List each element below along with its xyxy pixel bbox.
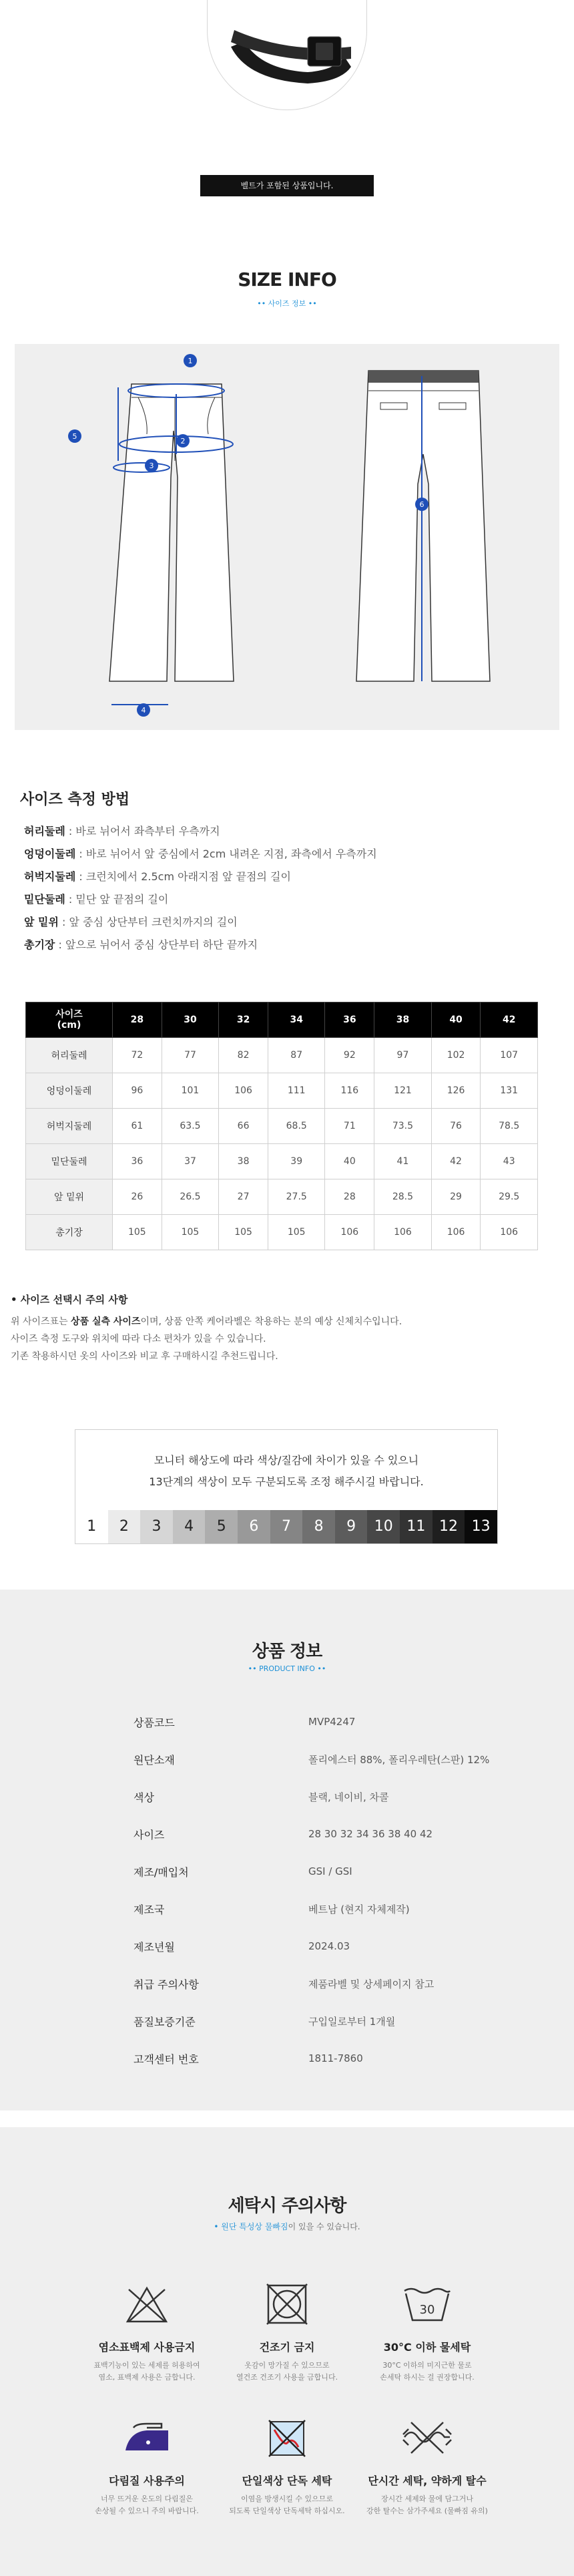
table-cell: 105 [113, 1215, 162, 1250]
notes-line: 사이즈 측정 도구와 위치에 따라 다소 편차가 있을 수 있습니다. [11, 1334, 266, 1344]
grayscale-steps [75, 1510, 497, 1543]
table-cell: 36 [113, 1144, 162, 1179]
size-notes [11, 1292, 558, 1365]
table-cell: 126 [431, 1073, 481, 1109]
monitor-line: 모니터 해상도에 따라 색상/질감에 차이가 있을 수 있으니 [154, 1454, 419, 1467]
wash-subtitle: • 원단 특성상 물빠짐이 있을 수 있습니다. [214, 2222, 360, 2231]
row-label: 밑단둘레 [26, 1144, 113, 1179]
table-cell: 28.5 [374, 1179, 432, 1215]
table-cell: 39 [268, 1144, 325, 1179]
grayscale-step: 4 [173, 1510, 206, 1543]
wash-title: 세탁시 주의사항 [228, 2196, 346, 2216]
notes-line: 위 사이즈표는 상품 실측 사이즈이며, 상품 안쪽 케어라벨은 착용하는 분의 예상 신체치수입니다. [11, 1316, 402, 1327]
table-cell: 63.5 [162, 1109, 219, 1144]
table-cell: 107 [481, 1038, 538, 1073]
info-row: 제조년월 2024.03 [133, 1940, 350, 1954]
table-cell: 106 [325, 1215, 374, 1250]
grayscale-step: 12 [433, 1510, 465, 1543]
info-row: 취급 주의사항 제품라벨 및 상세페이지 참고 [133, 1978, 435, 1991]
wash-item: 30 30°C 이하 물세탁 30°C 이하의 미지근한 물로 손세탁 하시는 걸 권장합니다. [347, 2277, 507, 2384]
table-cell: 29 [431, 1179, 481, 1215]
grayscale-step: 5 [205, 1510, 238, 1543]
size-header-cell: 38 [374, 1002, 432, 1038]
table-cell: 68.5 [268, 1109, 325, 1144]
size-info-title: SIZE INFO [238, 268, 336, 291]
size-diagram [15, 344, 559, 730]
size-header-cell: 34 [268, 1002, 325, 1038]
measure-item: 총기장 : 앞으로 뉘어서 중심 상단부터 하단 끝까지 [24, 938, 258, 951]
grayscale-step: 10 [367, 1510, 400, 1543]
no-tumble-dry-icon [207, 2277, 367, 2331]
row-label: 엉덩이둘레 [26, 1073, 113, 1109]
no-bleach-icon [67, 2277, 227, 2331]
table-cell: 76 [431, 1109, 481, 1144]
info-row: 원단소재 폴리에스터 88%, 폴리우레탄(스판) 12% [133, 1753, 490, 1767]
belt-image [207, 0, 367, 110]
grayscale-step: 2 [108, 1510, 141, 1543]
table-cell: 27 [219, 1179, 268, 1215]
table-cell: 131 [481, 1073, 538, 1109]
grayscale-step: 13 [465, 1510, 497, 1543]
table-cell: 106 [481, 1215, 538, 1250]
measure-item: 허벅지둘레 : 크런치에서 2.5cm 아래지점 앞 끝점의 길이 [24, 870, 291, 883]
table-cell: 38 [219, 1144, 268, 1179]
monitor-line: 13단계의 색상이 모두 구분되도록 조정 해주시길 바랍니다. [149, 1475, 424, 1488]
table-cell: 78.5 [481, 1109, 538, 1144]
info-row: 상품코드 MVP4247 [133, 1716, 356, 1729]
measure-list [24, 820, 545, 956]
table-cell: 106 [431, 1215, 481, 1250]
product-info-subtitle: •• PRODUCT INFO •• [248, 1664, 326, 1673]
table-cell: 106 [374, 1215, 432, 1250]
grayscale-step: 6 [238, 1510, 270, 1543]
notes-line: 기존 착용하시던 옷의 사이즈와 비교 후 구매하시길 추천드립니다. [11, 1351, 278, 1362]
wash-separately-icon [207, 2411, 367, 2464]
table-cell: 82 [219, 1038, 268, 1073]
svg-text:4: 4 [141, 706, 146, 715]
row-label: 허리둘레 [26, 1038, 113, 1073]
grayscale-step: 1 [75, 1510, 108, 1543]
table-cell: 61 [113, 1109, 162, 1144]
table-cell: 42 [431, 1144, 481, 1179]
table-cell: 72 [113, 1038, 162, 1073]
table-cell: 41 [374, 1144, 432, 1179]
size-header-cell: 40 [431, 1002, 481, 1038]
grayscale-step: 8 [302, 1510, 335, 1543]
table-row [26, 1038, 538, 1073]
product-info-table [133, 1703, 507, 2077]
grayscale-step: 11 [400, 1510, 433, 1543]
info-row: 제조국 베트남 (현지 자체제작) [133, 1903, 410, 1916]
table-cell: 26.5 [162, 1179, 219, 1215]
svg-text:1: 1 [188, 357, 193, 365]
table-cell: 97 [374, 1038, 432, 1073]
table-cell: 71 [325, 1109, 374, 1144]
product-info-title: 상품 정보 [252, 1642, 322, 1662]
table-cell: 116 [325, 1073, 374, 1109]
table-cell: 102 [431, 1038, 481, 1073]
table-cell: 106 [219, 1073, 268, 1109]
size-info-subtitle: •• 사이즈 정보 •• [257, 299, 317, 308]
table-row [26, 1179, 538, 1215]
table-cell: 105 [268, 1215, 325, 1250]
grayscale-step: 7 [270, 1510, 303, 1543]
notes-heading: • 사이즈 선택시 주의 사항 [11, 1294, 128, 1306]
svg-text:6: 6 [419, 500, 424, 509]
size-table [25, 1002, 538, 1250]
table-cell: 43 [481, 1144, 538, 1179]
table-cell: 105 [219, 1215, 268, 1250]
svg-text:2: 2 [180, 437, 186, 445]
info-row: 고객센터 번호 1811-7860 [133, 2052, 363, 2066]
monitor-calibration [75, 1429, 498, 1544]
measure-item: 밑단둘레 : 밑단 앞 끝점의 길이 [24, 893, 169, 906]
wash-item: 다림질 사용주의 너무 뜨거운 온도의 다림질은 손상될 수 있으니 주의 바랍니다. [67, 2411, 227, 2517]
iron-low-icon [67, 2411, 227, 2464]
table-cell: 121 [374, 1073, 432, 1109]
wash-item: 단일색상 단독 세탁 이염을 방생시킬 수 있으므로 되도록 단일색상 단독세탁 하십시오. [207, 2411, 367, 2517]
size-header-cell: 30 [162, 1002, 219, 1038]
measure-item: 앞 밑위 : 앞 중심 상단부터 크런치까지의 길이 [24, 916, 238, 928]
table-cell: 87 [268, 1038, 325, 1073]
size-header-cell: 36 [325, 1002, 374, 1038]
svg-text:5: 5 [72, 432, 77, 441]
wash-item: 건조기 금지 옷감이 망가질 수 있으므로 열건조 건조기 사용을 금합니다. [207, 2277, 367, 2384]
measure-heading: 사이즈 측정 방법 [20, 791, 130, 808]
table-cell: 27.5 [268, 1179, 325, 1215]
grayscale-step: 9 [335, 1510, 368, 1543]
grayscale-step: 3 [140, 1510, 173, 1543]
info-row: 품질보증기준 구입일로부터 1개월 [133, 2015, 396, 2028]
no-wring-icon [347, 2411, 507, 2464]
table-cell: 40 [325, 1144, 374, 1179]
measure-item: 엉덩이둘레 : 바로 뉘어서 앞 중심에서 2cm 내려온 지점, 좌측에서 우측까지 [24, 848, 377, 860]
info-row: 사이즈 28 30 32 34 36 38 40 42 [133, 1828, 433, 1841]
table-row [26, 1144, 538, 1179]
table-cell: 96 [113, 1073, 162, 1109]
table-row [26, 1109, 538, 1144]
size-table-corner: 사이즈 (cm) [26, 1002, 113, 1038]
wash-30-icon [347, 2277, 507, 2331]
row-label: 허벅지둘레 [26, 1109, 113, 1144]
row-label: 앞 밑위 [26, 1179, 113, 1215]
info-row: 제조/매입처 GSI / GSI [133, 1865, 352, 1879]
table-cell: 29.5 [481, 1179, 538, 1215]
size-header-cell: 32 [219, 1002, 268, 1038]
wash-item: 염소표백제 사용금지 표백기능이 있는 세제를 허용하여 염소, 표백제 사용은 금합니다. [67, 2277, 227, 2384]
row-label: 총기장 [26, 1215, 113, 1250]
measure-item: 허리둘레 : 바로 뉘어서 좌측부터 우측까지 [24, 825, 220, 838]
size-header-cell: 28 [113, 1002, 162, 1038]
size-header-cell: 42 [481, 1002, 538, 1038]
table-cell: 105 [162, 1215, 219, 1250]
svg-text:30: 30 [419, 2303, 435, 2317]
table-cell: 73.5 [374, 1109, 432, 1144]
table-row [26, 1073, 538, 1109]
size-table-header [26, 1002, 538, 1038]
table-cell: 26 [113, 1179, 162, 1215]
svg-text:3: 3 [149, 462, 154, 470]
table-cell: 37 [162, 1144, 219, 1179]
info-row: 색상 블랙, 네이비, 차콜 [133, 1791, 389, 1804]
belt-notice: 벨트가 포함된 상품입니다. [200, 175, 374, 196]
table-cell: 92 [325, 1038, 374, 1073]
table-cell: 66 [219, 1109, 268, 1144]
table-cell: 111 [268, 1073, 325, 1109]
table-cell: 77 [162, 1038, 219, 1073]
table-cell: 28 [325, 1179, 374, 1215]
table-row [26, 1215, 538, 1250]
table-cell: 101 [162, 1073, 219, 1109]
wash-item: 단시간 세탁, 약하게 탈수 장시간 세제와 물에 담그거나 강한 탈수는 삼가주세요 (물빠짐 유의) [347, 2411, 507, 2517]
